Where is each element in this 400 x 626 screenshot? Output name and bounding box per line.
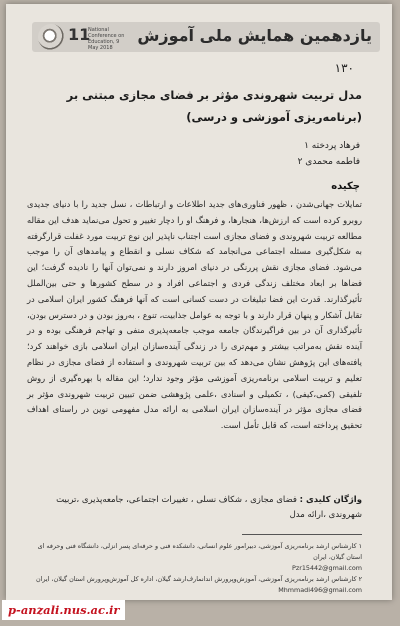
- keywords: [27, 493, 362, 523]
- keywords-label: واژگان کلیدی :: [299, 495, 362, 505]
- author-name: فاطمه محمدی ۲: [297, 157, 360, 167]
- author-name: فرهاد پردخته ۱: [304, 141, 360, 151]
- abstract-text: تمایلات جهانی‌شدن ، ظهور فناوری‌های جدید اطلاعات و ارتباطات ، نسل جدید را با دنیای جدیدی روبرو کرده است که ارزش‌ها، هنجارها، و فرهنگ او را دچار تغییر و تحول می‌نماید هدف این مقاله مطالعه تربیت شهروندی و فضای مجازی است اجتناب ناپذیر این نوع تربیت مورد غفلت قرارگرفته به شکل‌گیری مسئله اجتماعی می‌انجامد که شکاف نسلی و انقطاع و پیامدهای آن را موجب می‌شود. فضای مجازی نقش پررنگی در دنیای امروز دارند و نمی‌توان آنها را نادیده گرفت؛ این فضاها بر ابعاد مختلف زندگی فردی و اجتماعی افراد و در سطح کشورها و حتی بین‌الملل تأثیرگذارند. قدرت این فضا تبلیغات در دست کسانی است که آنها فرهنگ کشور ایران اسلامی در تقابل آشکار و پنهان قرار دارند و با توجه به عوامل جذابیت، تنوع ، به‌روز بودن و در دسترس بودن، تأثیرگذاری آن در بین فراگیرندگان جامعه موجب جامعه‌پذیری منفی و تهاجم فرهنگی بوده و در آینده نقش به‌مراتب بیشتر و مهم‌تری را در زندگی آینده‌سازان ایران اسلامی بازی خواهند کرد؛ یافته‌های این پژوهش نشان می‌دهد که بین تربیت شهروندی و استفاده از فضای مجازی در نظام تعلیم و تربیت اسلامی برنامه‌ریزی آموزشی مؤثر وجود ندارد؛ این مقاله با بهره‌گیری از روش تلفیقی (کمی،کیفی) ، تکمیلی و اسنادی ،علمی پژوهشی ضمن تبیین تربیت شهروندی مؤثر بر فضای مجازی مؤثر در آینده‌سازان ایران اسلامی به ارائه مدل مفهومی نوین در راستای اهداف تحقیق پرداخته است، که قابل تأمل است.: [27, 199, 362, 431]
- scanned-page: [6, 4, 392, 600]
- footnotes: [27, 541, 362, 596]
- conference-header: [32, 22, 380, 52]
- abstract-heading: چکیده: [331, 181, 360, 192]
- article-title: مدل تربیت شهروندی مؤثر بر فضای مجازی مبتنی بر (برنامه‌ریزی آموزشی و درسی): [66, 88, 362, 124]
- conference-logo-icon: [38, 24, 64, 50]
- footnote: ۲ کارشناس ارشد برنامه‌ریزی آموزشی، آموزش‌وپرورش اندانمارف‌ارشد گیلان، اداره کل آموزش‌وپرورش استان گیلان، ایران: [35, 575, 362, 583]
- conference-title: یازدهمین همایش ملی آموزش: [137, 26, 372, 45]
- edition-number: 11: [68, 25, 91, 44]
- author-list: [298, 138, 360, 170]
- footnote-divider: [242, 534, 362, 535]
- keywords-text: فضای مجازی ، شکاف نسلی ، تغییرات اجتماعی، جامعه‌پذیری ،تربیت شهروندی ،ارائه مدل: [56, 495, 362, 520]
- site-watermark: p-anzali.nus.ac.ir: [2, 600, 125, 620]
- footnote-email: Pzr15442@gmail.com: [292, 564, 362, 572]
- page-number: ۱۳۰: [334, 61, 354, 75]
- footnote: ۱ کارشناس ارشد برنامه‌ریزی آموزشی، دبیرامور علوم انسانی، دانشکده فنی و حرفه‌ای پسر انزلی، دانشگاه فنی وحرفه ای استان گیلان، ایران: [37, 542, 362, 561]
- conference-english-name: National Conference on Education, 9 May 2018: [88, 27, 125, 51]
- footnote-email: Mhmmadi496@gmail.com: [278, 586, 362, 594]
